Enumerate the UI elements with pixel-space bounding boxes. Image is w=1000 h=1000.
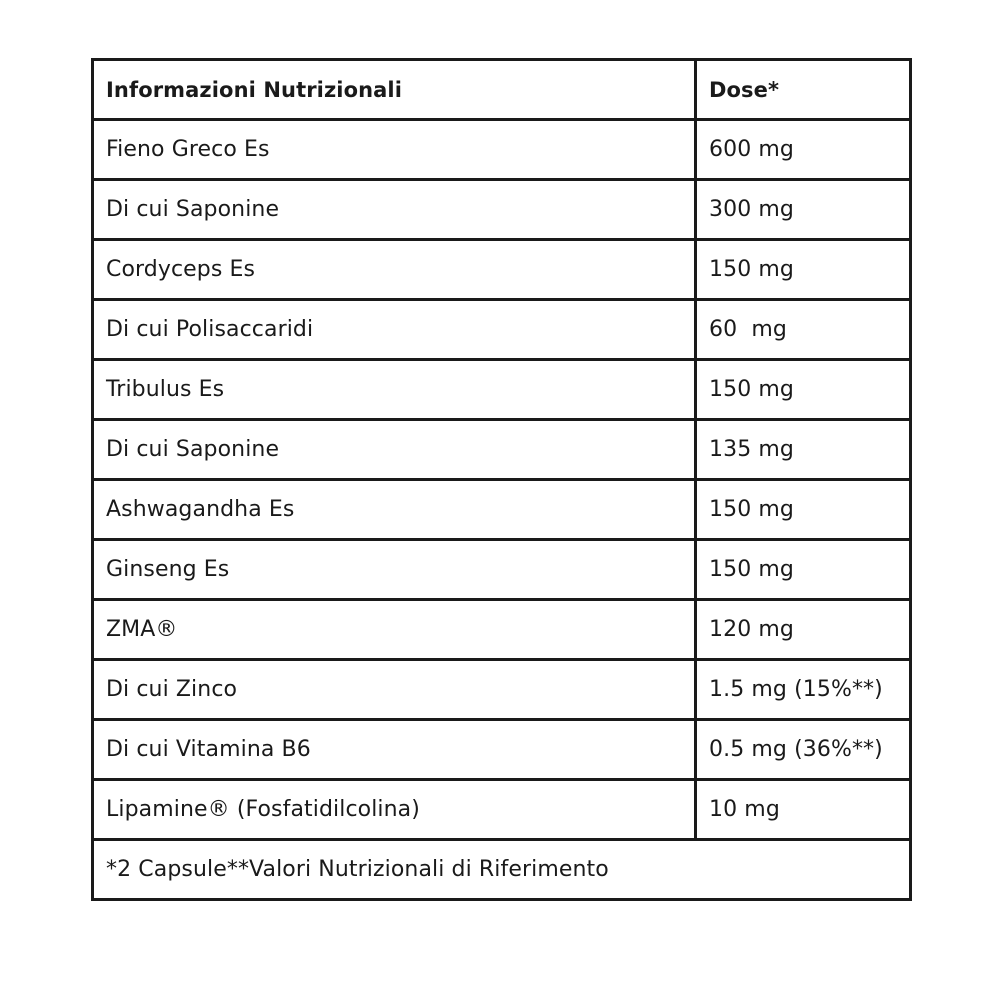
table-row [93, 180, 911, 240]
footnote: *2 Capsule**Valori Nutrizionali di Riferimento [93, 840, 911, 900]
ingredient-dose: 150 mg [696, 540, 911, 600]
ingredient-dose: 135 mg [696, 420, 911, 480]
table-row [93, 780, 911, 840]
table-row [93, 240, 911, 300]
ingredient-dose: 0.5 mg (36%**) [696, 720, 911, 780]
ingredient-name: Ashwagandha Es [93, 480, 696, 540]
table-row [93, 600, 911, 660]
ingredient-dose: 150 mg [696, 360, 911, 420]
ingredient-name: ZMA® [93, 600, 696, 660]
table-row [93, 360, 911, 420]
table-row [93, 720, 911, 780]
ingredient-name: Di cui Zinco [93, 660, 696, 720]
header-dose: Dose* [696, 60, 911, 120]
ingredient-name: Cordyceps Es [93, 240, 696, 300]
ingredient-name: Di cui Saponine [93, 420, 696, 480]
ingredient-name: Lipamine® (Fosfatidilcolina) [93, 780, 696, 840]
ingredient-dose: 150 mg [696, 480, 911, 540]
header-nutritional-info: Informazioni Nutrizionali [93, 60, 696, 120]
nutrition-table [91, 58, 912, 901]
table-row [93, 120, 911, 180]
ingredient-name: Fieno Greco Es [93, 120, 696, 180]
ingredient-name: Tribulus Es [93, 360, 696, 420]
ingredient-dose: 300 mg [696, 180, 911, 240]
ingredient-dose: 600 mg [696, 120, 911, 180]
table-row [93, 300, 911, 360]
ingredient-dose: 1.5 mg (15%**) [696, 660, 911, 720]
ingredient-name: Di cui Saponine [93, 180, 696, 240]
table-row [93, 540, 911, 600]
table-row [93, 660, 911, 720]
table-header-row [93, 60, 911, 120]
ingredient-name: Di cui Vitamina B6 [93, 720, 696, 780]
footnote-row [93, 840, 911, 900]
ingredient-dose: 60 mg [696, 300, 911, 360]
table-row [93, 420, 911, 480]
ingredient-dose: 10 mg [696, 780, 911, 840]
ingredient-dose: 150 mg [696, 240, 911, 300]
table-row [93, 480, 911, 540]
ingredient-dose: 120 mg [696, 600, 911, 660]
ingredient-name: Di cui Polisaccaridi [93, 300, 696, 360]
ingredient-name: Ginseng Es [93, 540, 696, 600]
